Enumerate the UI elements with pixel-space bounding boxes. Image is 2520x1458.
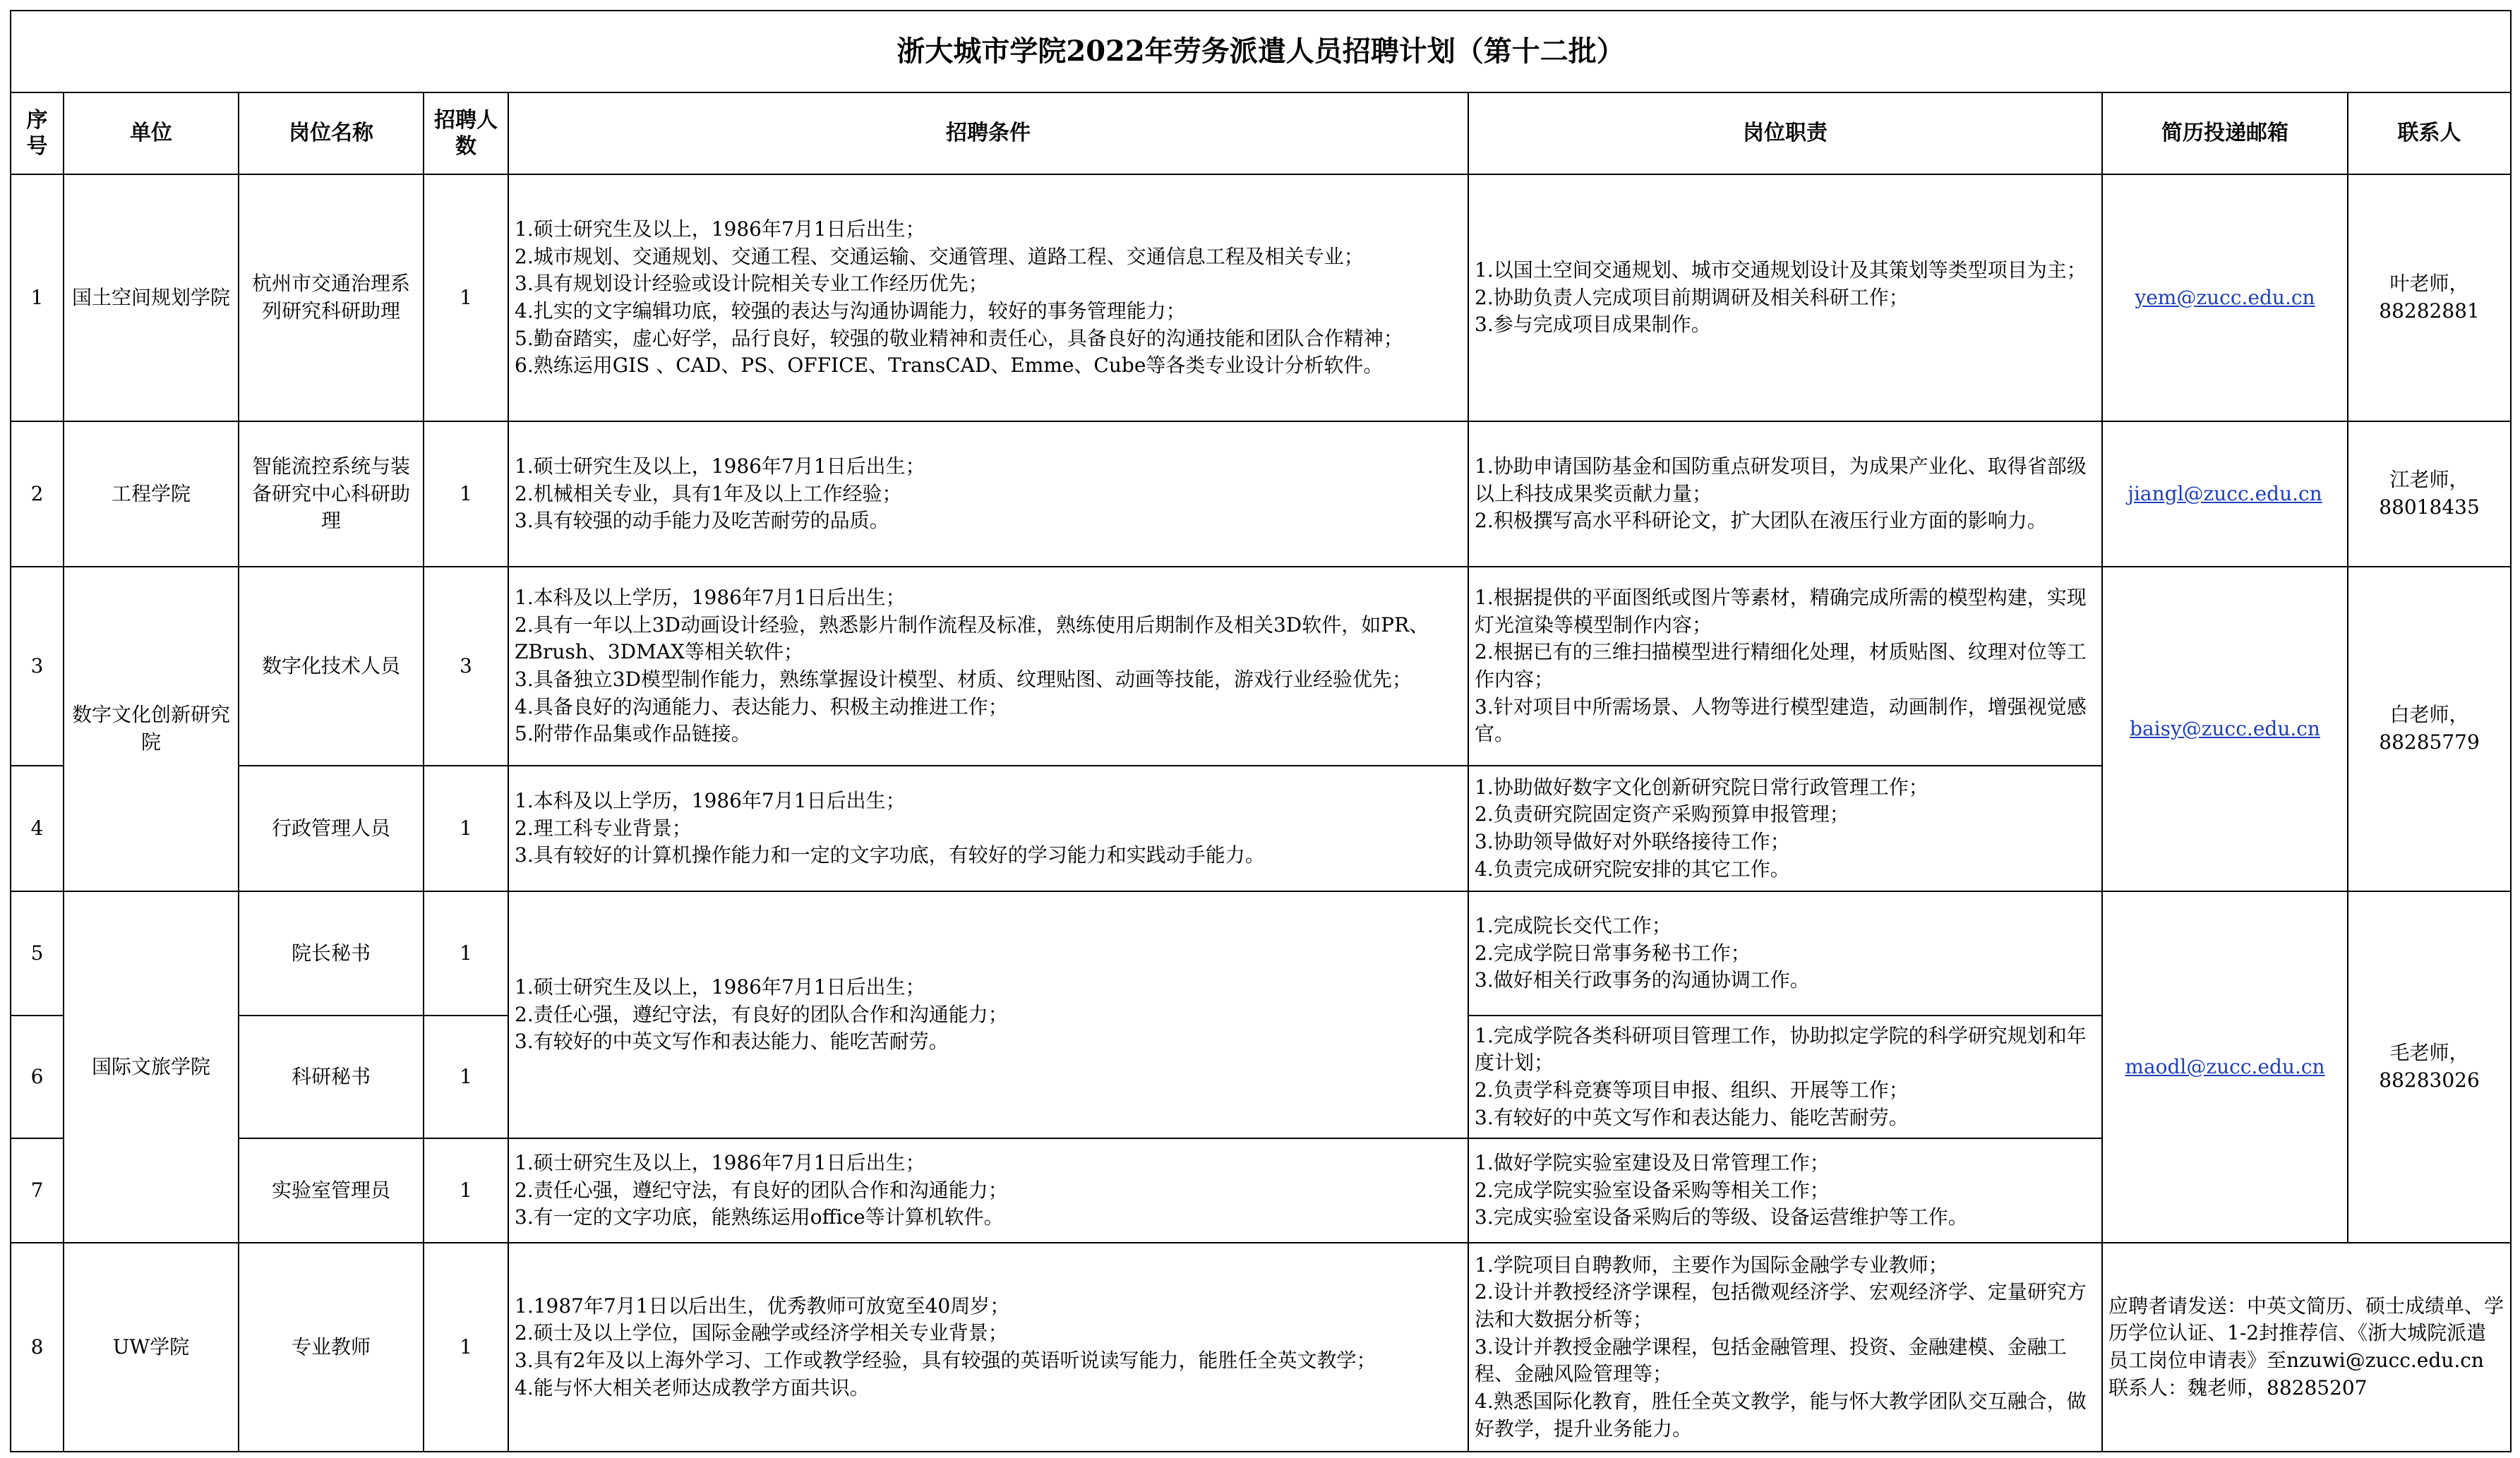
requirement-line: 6.熟练运用GIS 、CAD、PS、OFFICE、TransCAD、Emme、Cube等各类专业设计分析软件。 [515,354,1384,378]
duty-line: 1.协助做好数字文化创新研究院日常行政管理工作； [1475,775,1928,799]
header-row [11,92,2511,174]
requirement-line: 1.硕士研究生及以上，1986年7月1日后出生； [515,217,925,241]
duty-line: 2.完成学院实验室设备采购等相关工作； [1475,1178,1830,1202]
email-link[interactable]: maodl@zucc.edu.cn [2125,1054,2325,1078]
row-requirements [508,421,1468,567]
row-requirements [508,1138,1468,1243]
row-count: 1 [424,1138,508,1243]
application-note [2102,1243,2511,1452]
row-duties [1468,421,2102,567]
duty-line: 2.协助负责人完成项目前期调研及相关科研工作； [1475,285,1909,309]
row-duties [1468,1243,2102,1452]
row-seq: 2 [11,421,64,567]
row-position: 智能流控系统与装备研究中心科研助理 [239,421,424,567]
header-position: 岗位名称 [239,92,424,174]
row-duties [1468,766,2102,891]
table-row [11,174,2511,421]
duty-line: 2.积极撰写高水平科研论文，扩大团队在液压行业方面的影响力。 [1475,509,2047,533]
requirement-line: 3.有一定的文字功底，能熟练运用office等计算机软件。 [515,1205,1004,1229]
row-email-cell [2102,421,2348,567]
contact-phone: 88282881 [2379,299,2480,323]
row-position: 专业教师 [239,1243,424,1452]
duty-line: 1.以国土空间交通规划、城市交通规划设计及其策划等类型项目为主； [1475,258,2087,282]
page-title: 浙大城市学院2022年劳务派遣人员招聘计划（第十二批） [11,11,2511,92]
duty-line: 3.完成实验室设备采购后的等级、设备运营维护等工作。 [1475,1205,1968,1229]
duty-line: 1.完成学院各类科研项目管理工作，协助拟定学院的科学研究规划和年度计划； [1475,1023,2087,1075]
requirement-line: 2.理工科专业背景； [515,816,692,840]
header-unit: 单位 [64,92,239,174]
header-contact: 联系人 [2348,92,2511,174]
duty-line: 2.完成学院日常事务秘书工作； [1475,941,1751,965]
requirement-line: 4.扎实的文字编辑功底，较强的表达与沟通协调能力，较好的事务管理能力； [515,299,1186,323]
requirement-line: 3.有较好的中英文写作和表达能力、能吃苦耐劳。 [515,1030,949,1054]
contact-name: 毛老师， [2389,1041,2469,1065]
duty-line: 3.有较好的中英文写作和表达能力、能吃苦耐劳。 [1475,1105,1909,1129]
requirement-line: 2.硕士及以上学位，国际金融学或经济学相关专业背景； [515,1321,1008,1345]
row-contact [2348,421,2511,567]
requirement-line: 3.具有2年及以上海外学习、工作或教学经验，具有较强的英语听说读写能力，能胜任全英文教学； [515,1349,1376,1372]
header-requirements: 招聘条件 [508,92,1468,174]
row-requirements [508,766,1468,891]
header-email: 简历投递邮箱 [2102,92,2348,174]
row-duties [1468,1016,2102,1138]
requirement-line: 3.具有规划设计经验或设计院相关专业工作经历优先； [515,272,988,296]
contact-phone: 88018435 [2379,495,2480,519]
application-contact: 联系人：魏老师，88285207 [2108,1375,2368,1399]
header-seq: 序号 [11,92,64,174]
requirement-line: 2.责任心强，遵纪守法，有良好的团队合作和沟通能力； [515,1178,1008,1202]
table-row [11,891,2511,1016]
contact-name: 白老师， [2389,703,2469,727]
duty-line: 2.负责研究院固定资产采购预算申报管理； [1475,802,1849,826]
row-unit: 数字文化创新研究院 [64,567,239,891]
requirement-line: 3.具有较好的计算机操作能力和一定的文字功底，有较好的学习能力和实践动手能力。 [515,843,1265,867]
row-duties [1468,891,2102,1016]
row-requirements [508,174,1468,421]
table-row [11,567,2511,766]
duty-line: 3.设计并教授金融学课程，包括金融管理、投资、金融建模、金融工程、金融风险管理等； [1475,1335,2067,1386]
requirement-line: 4.具备良好的沟通能力、表达能力、积极主动推进工作； [515,694,1008,718]
duty-line: 3.协助领导做好对外联络接待工作； [1475,830,1790,853]
requirement-line: 5.附带作品集或作品链接。 [515,722,751,746]
requirement-line: 1.本科及以上学历，1986年7月1日后出生； [515,586,906,610]
header-duties: 岗位职责 [1468,92,2102,174]
row-count: 1 [424,1243,508,1452]
row-seq: 4 [11,766,64,891]
duty-line: 2.设计并教授经济学课程，包括微观经济学、宏观经济学、定量研究方法和大数据分析等； [1475,1280,2087,1332]
row-duties [1468,174,2102,421]
duty-line: 3.针对项目中所需场景、人物等进行模型建造，动画制作，增强视觉感官。 [1475,694,2087,746]
requirement-line: 1.1987年7月1日以后出生，优秀教师可放宽至40周岁； [515,1294,1010,1318]
row-seq: 7 [11,1138,64,1243]
requirement-line: 1.硕士研究生及以上，1986年7月1日后出生； [515,1151,925,1175]
row-email-cell [2102,891,2348,1243]
table-row [11,421,2511,567]
duty-line: 3.做好相关行政事务的沟通协调工作。 [1475,968,1810,992]
header-count: 招聘人数 [424,92,508,174]
contact-name: 江老师， [2389,468,2469,492]
row-contact [2348,174,2511,421]
row-count: 1 [424,891,508,1016]
row-contact [2348,567,2511,891]
row-seq: 1 [11,174,64,421]
requirement-line: 2.具有一年以上3D动画设计经验，熟悉影片制作流程及标准，熟练使用后期制作及相关3D软件，如PR、ZBrush、3DMAX等相关软件； [515,613,1429,664]
row-requirements [508,567,1468,766]
email-link[interactable]: baisy@zucc.edu.cn [2130,716,2320,740]
row-seq: 5 [11,891,64,1016]
requirement-line: 1.本科及以上学历，1986年7月1日后出生； [515,789,906,813]
row-seq: 3 [11,567,64,766]
row-duties [1468,567,2102,766]
duty-line: 4.负责完成研究院安排的其它工作。 [1475,857,1790,881]
requirement-line: 3.具有较强的动手能力及吃苦耐劳的品质。 [515,509,889,533]
requirement-line: 1.硕士研究生及以上，1986年7月1日后出生； [515,454,925,478]
row-unit: 工程学院 [64,421,239,567]
requirement-line: 4.能与怀大相关老师达成教学方面共识。 [515,1375,870,1399]
row-email-cell [2102,567,2348,891]
requirement-line: 2.责任心强，遵纪守法，有良好的团队合作和沟通能力； [515,1002,1008,1026]
row-seq: 8 [11,1243,64,1452]
row-count: 1 [424,1016,508,1138]
email-link[interactable]: yem@zucc.edu.cn [2135,285,2315,309]
contact-phone: 88283026 [2379,1068,2480,1092]
requirement-line: 2.机械相关专业，具有1年及以上工作经验； [515,481,902,505]
row-requirements [508,1243,1468,1452]
row-count: 1 [424,174,508,421]
duty-line: 2.负责学科竞赛等项目申报、组织、开展等工作； [1475,1078,1909,1102]
table-row [11,1243,2511,1452]
requirement-line: 3.具备独立3D模型制作能力，熟练掌握设计模型、材质、纹理贴图、动画等技能，游戏行业经验优先； [515,668,1412,691]
duty-line: 1.学院项目自聘教师，主要作为国际金融学专业教师； [1475,1253,1948,1277]
email-link[interactable]: jiangl@zucc.edu.cn [2128,481,2322,505]
recruitment-table [10,10,2512,1452]
duty-line: 2.根据已有的三维扫描模型进行精细化处理，材质贴图、纹理对位等工作内容； [1475,640,2087,691]
duty-line: 1.协助申请国防基金和国防重点研发项目，为成果产业化、取得省部级以上科技成果奖贡献力量； [1475,454,2087,505]
row-position: 杭州市交通治理系列研究科研助理 [239,174,424,421]
duty-line: 1.完成院长交代工作； [1475,914,1672,938]
row-unit: 国土空间规划学院 [64,174,239,421]
duty-line: 4.熟悉国际化教育，胜任全英文教学，能与怀大教学团队交互融合，做好教学，提升业务能力。 [1475,1389,2087,1440]
row-unit: UW学院 [64,1243,239,1452]
row-count: 1 [424,766,508,891]
contact-name: 叶老师， [2389,272,2469,296]
duty-line: 3.参与完成项目成果制作。 [1475,313,1711,337]
row-position: 实验室管理员 [239,1138,424,1243]
requirement-line: 5.勤奋踏实，虚心好学，品行良好，较强的敬业精神和责任心，具备良好的沟通技能和团队合作精神； [515,326,1403,350]
row-count: 1 [424,421,508,567]
row-position: 数字化技术人员 [239,567,424,766]
row-position: 行政管理人员 [239,766,424,891]
duty-line: 1.做好学院实验室建设及日常管理工作； [1475,1151,1830,1175]
duty-line: 1.根据提供的平面图纸或图片等素材，精确完成所需的模型构建，实现灯光渲染等模型制作内容； [1475,586,2087,637]
row-position: 院长秘书 [239,891,424,1016]
row-contact [2348,891,2511,1243]
application-instructions: 应聘者请发送：中英文简历、硕士成绩单、学历学位认证、1-2封推荐信、《浙大城院派遣员工岗位申请表》至nzuwi@zucc.edu.cn [2108,1294,2504,1372]
row-unit: 国际文旅学院 [64,891,239,1243]
row-requirements [508,891,1468,1138]
requirement-line: 2.城市规划、交通规划、交通工程、交通运输、交通管理、道路工程、交通信息工程及相关专业； [515,244,1364,268]
row-seq: 6 [11,1016,64,1138]
recruitment-sheet [10,10,2512,1452]
requirement-line: 1.硕士研究生及以上，1986年7月1日后出生； [515,975,925,999]
row-count: 3 [424,567,508,766]
contact-phone: 88285779 [2379,730,2480,754]
row-position: 科研秘书 [239,1016,424,1138]
row-duties [1468,1138,2102,1243]
row-email-cell [2102,174,2348,421]
